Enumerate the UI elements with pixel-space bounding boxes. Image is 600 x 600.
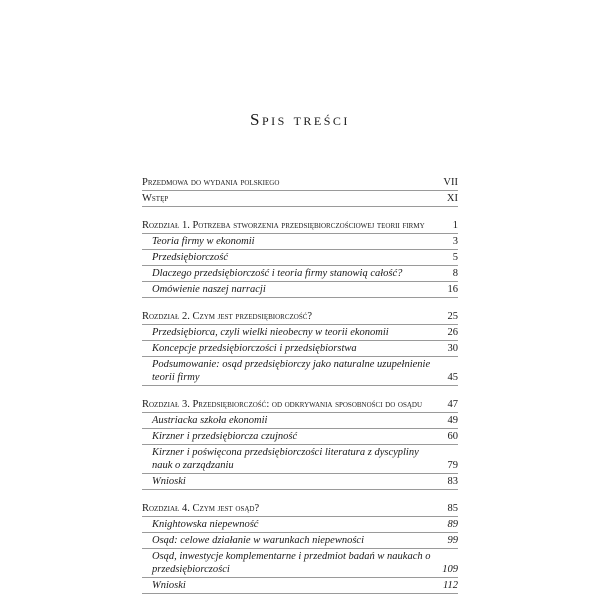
section-page: 60: [447, 431, 458, 442]
toc-entry-introduction[interactable]: [142, 192, 458, 207]
chapter-label: Rozdział 1. Potrzeba stworzenia przedsiębiorczościowej teorii firmy: [142, 220, 425, 231]
section-page: 83: [447, 476, 458, 487]
section-label: Teoria firmy w ekonomii: [152, 236, 255, 247]
section-page: 8: [452, 268, 458, 279]
chapter-heading[interactable]: [142, 219, 458, 234]
section-page: 16: [447, 284, 458, 295]
section-entry[interactable]: [142, 235, 458, 250]
chapter-3: [142, 398, 458, 490]
toc-entry-label: Przedmowa do wydania polskiego: [142, 177, 280, 188]
section-page: 5: [452, 252, 458, 263]
section-label: Osąd, inwestycje komplementarne i przedmiot badań w naukach o przedsiębiorczości: [152, 551, 431, 575]
section-entry[interactable]: [142, 430, 458, 445]
table-of-contents: [142, 176, 458, 595]
chapter-page: 1: [452, 220, 458, 231]
section-entry[interactable]: [142, 446, 458, 474]
section-entry[interactable]: [142, 579, 458, 594]
chapter-heading[interactable]: [142, 502, 458, 517]
section-page: 99: [447, 535, 458, 546]
toc-entry-label: Wstęp: [142, 193, 169, 204]
chapter-1: [142, 219, 458, 298]
section-page: 89: [447, 519, 458, 530]
section-page: 79: [447, 460, 458, 471]
section-label: Dlaczego przedsiębiorczość i teoria firmy stanowią całość?: [152, 268, 403, 279]
section-entry[interactable]: [142, 534, 458, 549]
section-label: Wnioski: [152, 580, 186, 591]
section-label: Austriacka szkoła ekonomii: [152, 415, 268, 426]
section-page: 3: [452, 236, 458, 247]
section-page: 109: [442, 564, 458, 575]
section-label: Podsumowanie: osąd przedsiębiorczy jako naturalne uzupełnienie teorii firmy: [152, 359, 431, 383]
section-page: 30: [447, 343, 458, 354]
chapter-label: Rozdział 2. Czym jest przedsiębiorczość?: [142, 311, 313, 322]
section-label: Przedsiębiorczość: [152, 252, 229, 263]
chapter-page: 25: [447, 311, 458, 322]
section-label: Knightowska niepewność: [152, 519, 259, 530]
section-label: Kirzner i przedsiębiorcza czujność: [152, 431, 298, 442]
toc-entry-preface[interactable]: [142, 176, 458, 191]
chapter-label: Rozdział 3. Przedsiębiorczość: od odkrywania sposobności do osądu: [142, 399, 423, 410]
section-label: Wnioski: [152, 476, 186, 487]
section-entry[interactable]: [142, 414, 458, 429]
section-label: Omówienie naszej narracji: [152, 284, 266, 295]
chapter-page: 47: [447, 399, 458, 410]
toc-entry-page: XI: [446, 193, 458, 204]
section-entry[interactable]: [142, 267, 458, 282]
section-label: Osąd: celowe działanie w warunkach niepewności: [152, 535, 365, 546]
section-entry[interactable]: [142, 518, 458, 533]
section-page: 112: [443, 580, 458, 591]
chapter-label: Rozdział 4. Czym jest osąd?: [142, 503, 260, 514]
section-entry[interactable]: [142, 326, 458, 341]
section-page: 45: [447, 372, 458, 383]
chapter-2: [142, 310, 458, 386]
chapter-4: [142, 502, 458, 594]
page-title: Spis treści: [250, 110, 350, 129]
section-entry[interactable]: [142, 550, 458, 578]
section-entry[interactable]: [142, 358, 458, 386]
toc-entry-page: VII: [443, 177, 458, 188]
chapter-heading[interactable]: [142, 310, 458, 325]
section-entry[interactable]: [142, 342, 458, 357]
chapter-heading[interactable]: [142, 398, 458, 413]
section-page: 49: [447, 415, 458, 426]
section-entry[interactable]: [142, 251, 458, 266]
section-page: 26: [447, 327, 458, 338]
chapter-page: 85: [447, 503, 458, 514]
section-entry[interactable]: [142, 283, 458, 298]
section-entry[interactable]: [142, 475, 458, 490]
section-label: Przedsiębiorca, czyli wielki nieobecny w teorii ekonomii: [152, 327, 389, 338]
section-label: Kirzner i poświęcona przedsiębiorczości literatura z dyscypliny nauk o zarządzaniu: [152, 447, 419, 471]
section-label: Koncepcje przedsiębiorczości i przedsiębiorstwa: [152, 343, 357, 354]
